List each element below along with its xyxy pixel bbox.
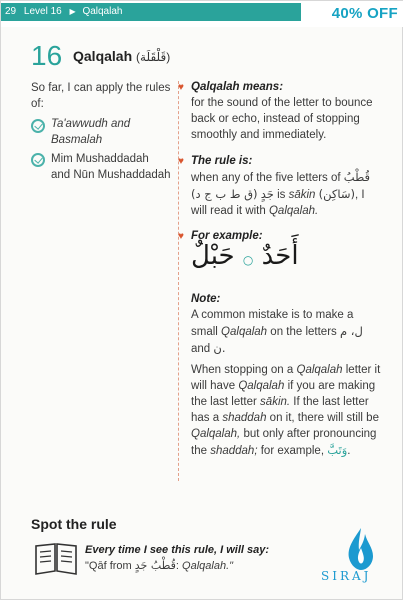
- example-word-2: حَبْلٌ: [191, 241, 235, 271]
- breadcrumb: [1, 3, 301, 21]
- note-p2-end: .: [347, 445, 351, 457]
- example-word-1: أَحَدٌ: [261, 241, 299, 271]
- left-item-2-line1: Mim Mushaddadah: [51, 153, 149, 165]
- note-p2-arabic: وَتَبَّ: [327, 443, 348, 457]
- rule-block: [191, 153, 381, 219]
- spot-quote-colon: :: [175, 560, 179, 572]
- column-divider: [178, 81, 179, 481]
- discount-badge: 40% OFF: [331, 5, 398, 22]
- left-item-2-line2: and Nūn Mushaddadah: [51, 169, 171, 181]
- note-p1-b: Qalqalah: [221, 326, 268, 338]
- book-icon: [34, 541, 78, 577]
- lesson-title: [73, 48, 170, 64]
- spot-title: Spot the rule: [31, 516, 117, 532]
- note-p2-j: Qalqalah,: [191, 428, 241, 440]
- note-p1-arabic-1: ل، م: [339, 324, 363, 338]
- note-heading: Note:: [191, 293, 221, 305]
- rule-qalqalah: Qalqalah.: [268, 205, 319, 217]
- example-heading: For example:: [191, 230, 263, 242]
- example-arabic: [191, 241, 391, 287]
- left-item-1-line2: Basmalah: [51, 134, 103, 146]
- means-block: [191, 79, 381, 143]
- rule-arabic-letters: قُطْبُ جَدٍ: [260, 170, 371, 201]
- page-number: 29: [5, 6, 17, 17]
- rule-sakin: sākin: [288, 189, 316, 201]
- heart-icon: ♥: [178, 231, 184, 242]
- rule-heading: The rule is:: [191, 155, 253, 167]
- rule-text-1: when any of the five letters of: [191, 172, 341, 184]
- spot-quote-arabic: قُطْبُ جَدٍ: [134, 559, 176, 572]
- note-p2-h: shaddah: [222, 412, 267, 424]
- note-p2-a: When stopping on a: [191, 364, 294, 376]
- note-block: [191, 291, 381, 459]
- separator-circle-icon: ○: [242, 253, 254, 267]
- note-p2-i: on it, there will still be: [269, 412, 379, 424]
- heart-icon: ♥: [178, 156, 184, 167]
- note-p2-c: letter it will have: [191, 364, 381, 392]
- spot-text: [85, 542, 305, 574]
- note-p1-a: A common mistake is to make a small: [191, 309, 354, 338]
- note-p2-g: If the last letter has a: [191, 396, 369, 424]
- lesson-title-arabic: (قَلْقَلَة): [136, 50, 171, 64]
- left-item-1-line1: Ta'awwudh and: [51, 118, 131, 130]
- note-p2-d: Qalqalah: [238, 380, 285, 392]
- rule-sakin-arabic: (سَاكِن): [318, 187, 356, 201]
- spot-say: Every time I see this rule, I will say:: [85, 544, 270, 556]
- check-circle-icon: [31, 153, 45, 167]
- note-paragraph-1: [191, 307, 381, 357]
- note-paragraph-2: [191, 362, 381, 459]
- rule-text-2: is: [277, 189, 286, 201]
- siraj-logo-text: SIRAJ: [321, 569, 372, 583]
- spot-quote-1: "Qāf from: [85, 560, 132, 572]
- heart-icon: ♥: [178, 82, 184, 93]
- lesson-title-text: Qalqalah: [73, 48, 133, 64]
- rule-text: [191, 169, 381, 219]
- note-p1-and: and: [191, 343, 211, 355]
- means-text: for the sound of the letter to bounce back or echo, instead of stopping smoothly and immediately.: [191, 97, 373, 141]
- lesson-number: 16: [31, 40, 63, 71]
- note-p1-arabic-2: ن.: [213, 341, 226, 355]
- note-p2-l: shaddah;: [210, 445, 258, 457]
- spot-quote: [85, 558, 305, 574]
- spot-quote-3: Qalqalah.": [182, 560, 234, 572]
- means-heading: Qalqalah means:: [191, 81, 284, 93]
- note-p2-f: sākin.: [260, 396, 291, 408]
- check-circle-icon: [31, 119, 45, 133]
- left-item-2: [51, 151, 171, 183]
- section-label: Qalqalah: [82, 6, 123, 17]
- left-intro: So far, I can apply the rules of:: [31, 82, 171, 110]
- rule-arabic-list: (ق ط ب ج د): [191, 187, 258, 201]
- left-item-1: [51, 116, 171, 148]
- note-p2-m: for example,: [260, 445, 325, 457]
- note-p2-e: if you are making the last letter: [191, 380, 376, 408]
- note-p2-b: Qalqalah: [296, 364, 343, 376]
- arrow-right-icon: ▶: [69, 7, 76, 16]
- note-p1-c: on the letters: [270, 326, 337, 338]
- top-bar: [1, 1, 403, 27]
- note-p2-k: but only after pronouncing the: [191, 428, 377, 457]
- level-label: Level 16: [23, 6, 62, 17]
- siraj-flame-logo: [333, 524, 389, 594]
- rule-text-3: , I will read it with: [191, 189, 365, 217]
